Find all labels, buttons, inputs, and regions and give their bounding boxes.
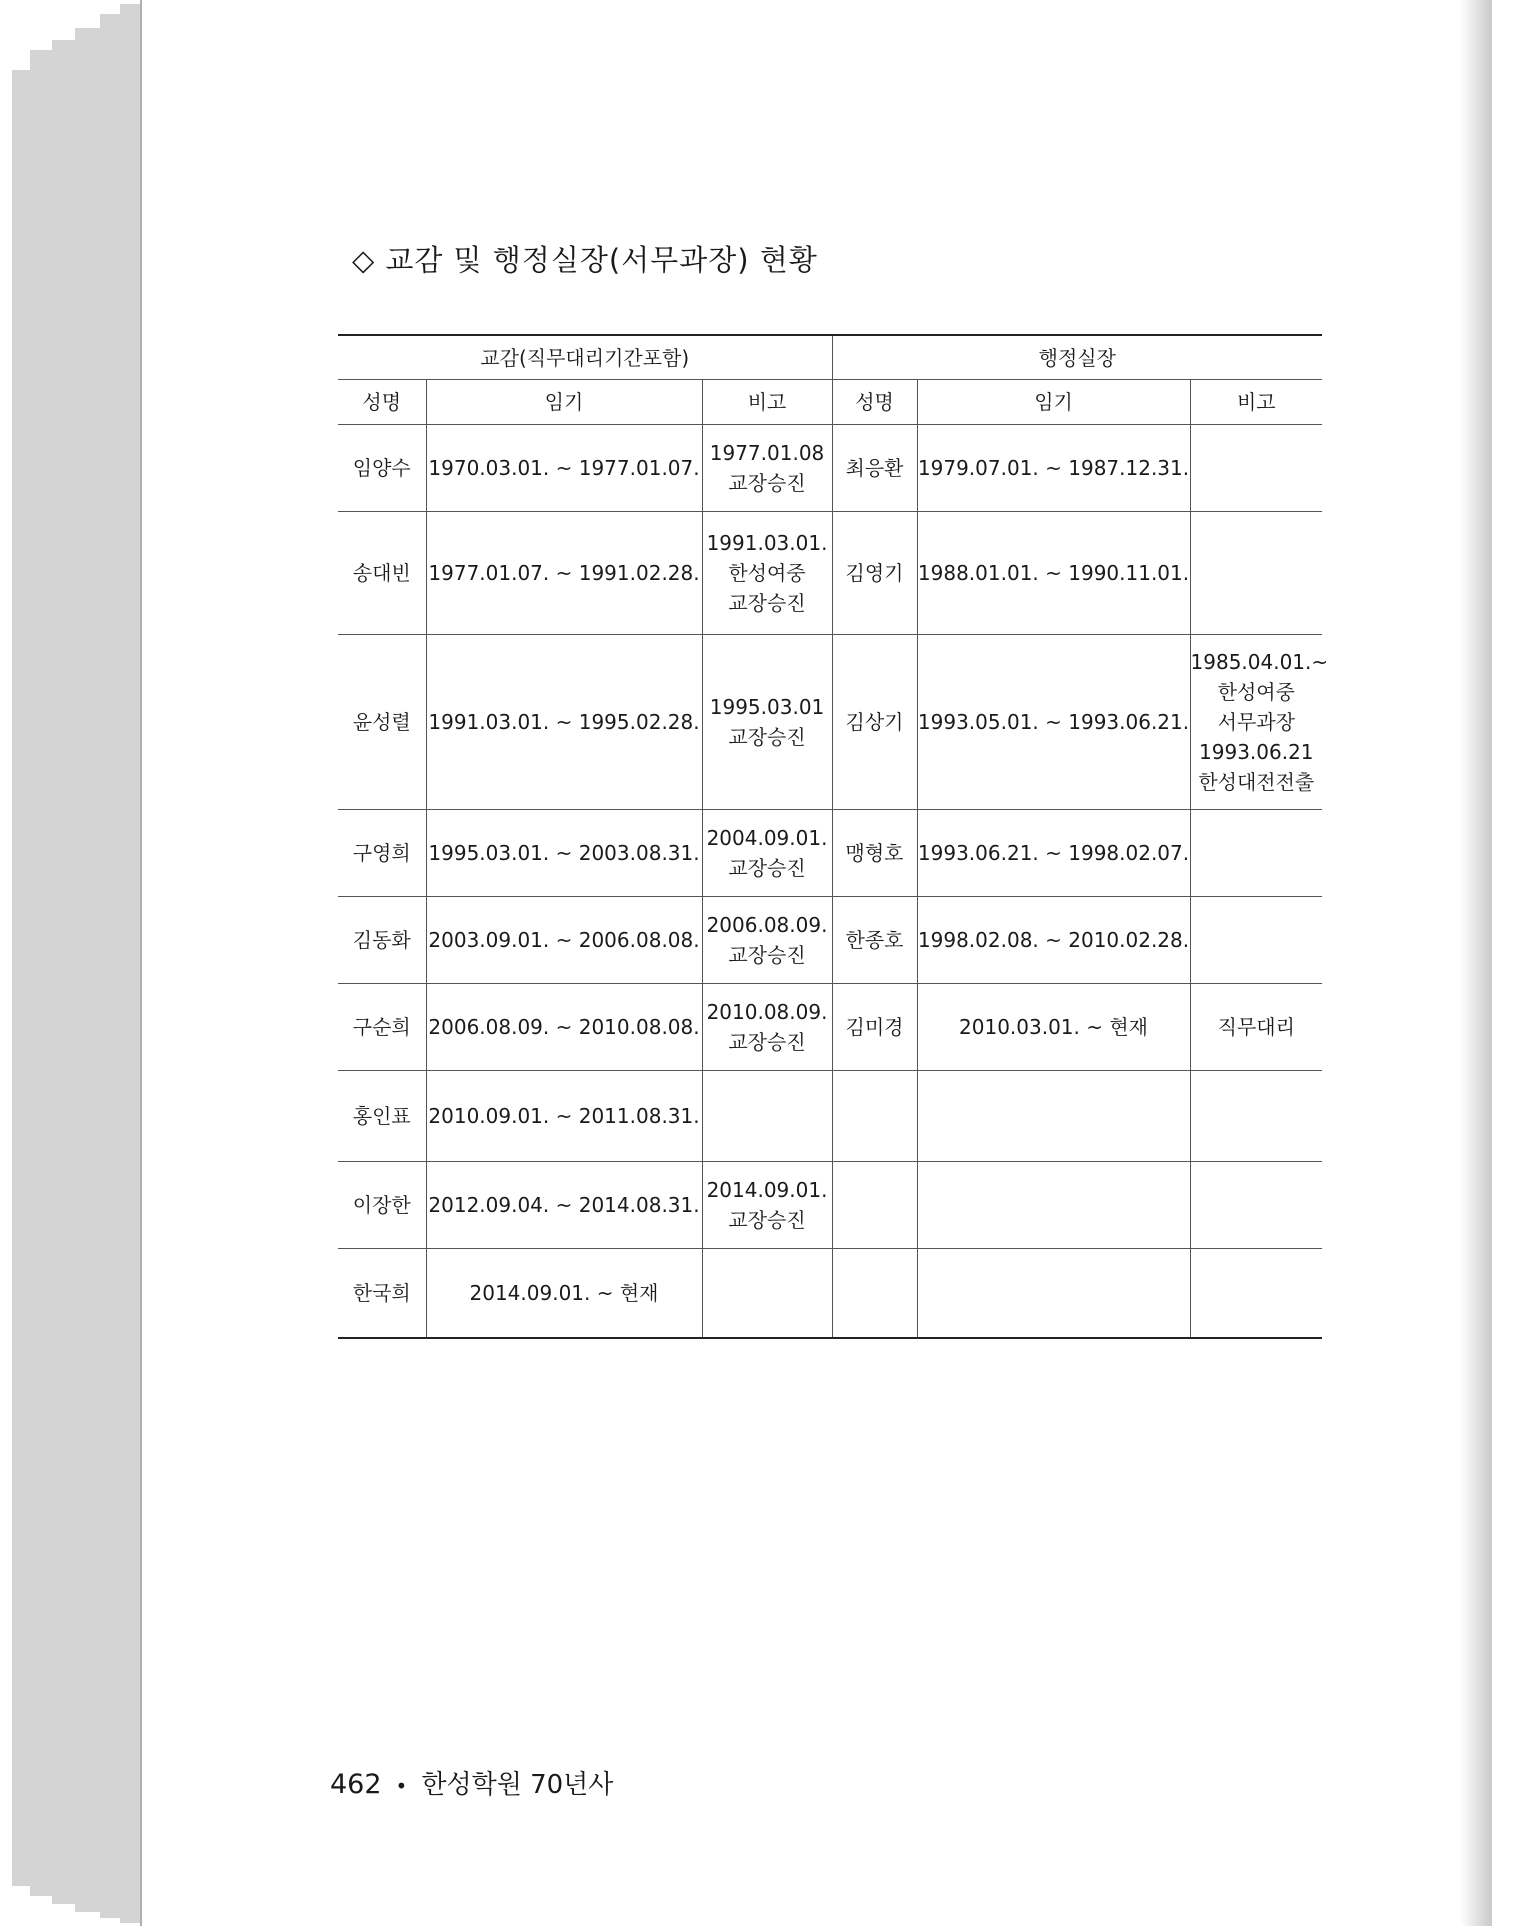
cell-admin-remarks	[1190, 425, 1322, 512]
diamond-icon: ◇	[352, 243, 376, 277]
cell-admin-remarks	[1190, 897, 1322, 984]
table-row	[338, 425, 1322, 512]
cell-vp-name: 윤성렬	[338, 635, 426, 810]
cell-vp-remarks	[702, 1249, 832, 1339]
cell-admin-remarks: 직무대리	[1190, 984, 1322, 1071]
page-footer	[330, 1764, 613, 1801]
column-header-term: 임기	[426, 380, 702, 425]
cell-vp-term: 1995.03.01. ~ 2003.08.31.	[426, 810, 702, 897]
cell-vp-remarks: 2014.09.01. 교장승진	[702, 1162, 832, 1249]
table-row	[338, 512, 1322, 635]
table-row	[338, 984, 1322, 1071]
cell-admin-remarks	[1190, 1071, 1322, 1162]
cell-vp-remarks: 2006.08.09. 교장승진	[702, 897, 832, 984]
cell-vp-name: 구영희	[338, 810, 426, 897]
table-row	[338, 897, 1322, 984]
cell-admin-name: 김미경	[832, 984, 917, 1071]
cell-admin-term: 1993.06.21. ~ 1998.02.07.	[917, 810, 1190, 897]
column-header-remarks: 비고	[1190, 380, 1322, 425]
cell-vp-term: 1977.01.07. ~ 1991.02.28.	[426, 512, 702, 635]
cell-admin-term: 1979.07.01. ~ 1987.12.31.	[917, 425, 1190, 512]
cell-admin-name: 한종호	[832, 897, 917, 984]
column-header-name: 성명	[338, 380, 426, 425]
book-title: 한성학원 70년사	[421, 1770, 614, 1800]
cell-admin-term	[917, 1162, 1190, 1249]
cell-vp-term: 2006.08.09. ~ 2010.08.08.	[426, 984, 702, 1071]
page-edge-shadow	[1460, 0, 1492, 1926]
cell-vp-term: 2003.09.01. ~ 2006.08.08.	[426, 897, 702, 984]
cell-vp-name: 송대빈	[338, 512, 426, 635]
cell-admin-name: 김상기	[832, 635, 917, 810]
cell-vp-term: 2014.09.01. ~ 현재	[426, 1249, 702, 1339]
cell-admin-name	[832, 1071, 917, 1162]
group-header-admin-chief: 행정실장	[832, 335, 1322, 380]
cell-vp-remarks: 1977.01.08 교장승진	[702, 425, 832, 512]
cell-vp-remarks: 1991.03.01. 한성여중 교장승진	[702, 512, 832, 635]
cell-admin-remarks	[1190, 1162, 1322, 1249]
cell-admin-remarks	[1190, 512, 1322, 635]
cell-admin-name	[832, 1249, 917, 1339]
group-header-vice-principal: 교감(직무대리기간포함)	[338, 335, 832, 380]
cell-admin-remarks	[1190, 1249, 1322, 1339]
section-heading-text: 교감 및 행정실장(서무과장) 현황	[385, 243, 818, 277]
cell-admin-name: 최응환	[832, 425, 917, 512]
cell-admin-term: 1988.01.01. ~ 1990.11.01.	[917, 512, 1190, 635]
cell-admin-term: 2010.03.01. ~ 현재	[917, 984, 1190, 1071]
table-row	[338, 1162, 1322, 1249]
cell-vp-name: 임양수	[338, 425, 426, 512]
cell-admin-remarks	[1190, 810, 1322, 897]
cell-admin-term	[917, 1071, 1190, 1162]
staff-history-table	[338, 334, 1329, 1339]
cell-vp-term: 2012.09.04. ~ 2014.08.31.	[426, 1162, 702, 1249]
column-header-term: 임기	[917, 380, 1190, 425]
cell-vp-remarks: 2010.08.09. 교장승진	[702, 984, 832, 1071]
cell-vp-name: 한국희	[338, 1249, 426, 1339]
table-row	[338, 635, 1322, 810]
cell-vp-term: 1991.03.01. ~ 1995.02.28.	[426, 635, 702, 810]
cell-admin-term: 1998.02.08. ~ 2010.02.28.	[917, 897, 1190, 984]
cell-admin-name: 김영기	[832, 512, 917, 635]
cell-admin-name	[832, 1162, 917, 1249]
cell-vp-term: 2010.09.01. ~ 2011.08.31.	[426, 1071, 702, 1162]
cell-vp-name: 구순희	[338, 984, 426, 1071]
cell-vp-term: 1970.03.01. ~ 1977.01.07.	[426, 425, 702, 512]
cell-vp-remarks: 2004.09.01. 교장승진	[702, 810, 832, 897]
table-row	[338, 810, 1322, 897]
cell-vp-remarks	[702, 1071, 832, 1162]
table-row	[338, 1071, 1322, 1162]
page-number: 462	[330, 1769, 382, 1800]
bullet-separator: •	[395, 1773, 408, 1798]
section-heading	[352, 238, 818, 279]
cell-admin-name: 맹형호	[832, 810, 917, 897]
column-header-row	[338, 380, 1322, 425]
group-header-row	[338, 335, 1322, 380]
table-row	[338, 1249, 1322, 1339]
column-header-name: 성명	[832, 380, 917, 425]
cell-admin-remarks: 1985.04.01.~ 한성여중 서무과장 1993.06.21 한성대전전출	[1190, 635, 1322, 810]
cell-admin-term	[917, 1249, 1190, 1339]
cell-vp-name: 김동화	[338, 897, 426, 984]
cell-vp-remarks: 1995.03.01 교장승진	[702, 635, 832, 810]
cell-vp-name: 이장한	[338, 1162, 426, 1249]
column-header-remarks: 비고	[702, 380, 832, 425]
book-page-stack	[0, 0, 145, 1926]
cell-vp-name: 홍인표	[338, 1071, 426, 1162]
cell-admin-term: 1993.05.01. ~ 1993.06.21.	[917, 635, 1190, 810]
